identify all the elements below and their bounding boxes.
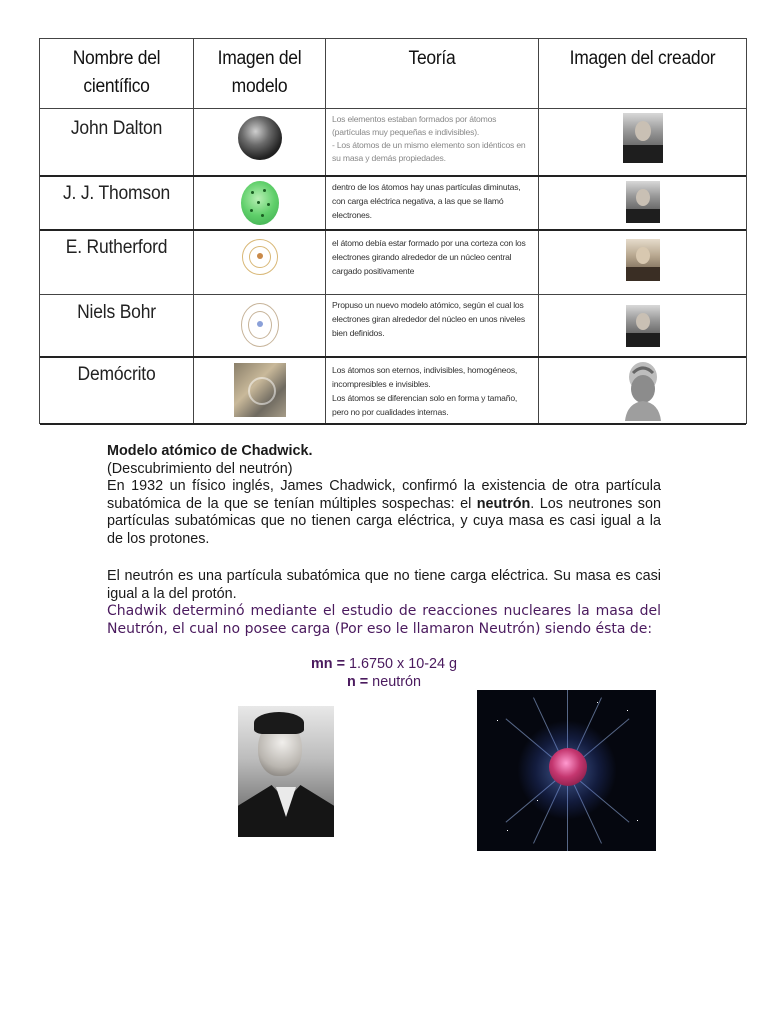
table-row [40, 231, 746, 295]
chadwick-title: Modelo atómico de Chadwick. [107, 443, 313, 459]
thomson-portrait-icon [626, 181, 660, 223]
theory-text: Los átomos son eternos, indivisibles, homogéneos, incompresibles e invisibles. Los átomos se diferencian solo en forma y tamaño, pero no por cualidades internas. [332, 365, 518, 417]
scientists-table [39, 38, 747, 424]
democritus-model-icon [234, 363, 286, 417]
header-model-image: Imagen del modelo [217, 48, 302, 97]
scientist-name: J. J. Thomson [62, 183, 171, 204]
table-row [40, 358, 746, 425]
theory-text: dentro de los átomos hay unas partículas diminutas, con carga eléctrica negativa, a las que se llamó electrones. [332, 182, 521, 220]
scientist-name: Niels Bohr [77, 302, 156, 323]
header-theory: Teoría [408, 48, 456, 69]
plum-pudding-model-icon [241, 181, 279, 225]
solid-sphere-model-icon [238, 116, 282, 160]
bohr-portrait-icon [626, 305, 660, 347]
chadwick-paragraph-2: El neutrón es una partícula subatómica que no tiene carga eléctrica. Su masa es casi igual a la del protón. [107, 568, 661, 602]
table-row [40, 109, 746, 177]
neutron-mass-formula: mn = 1.6750 x 10-24 g [310, 656, 457, 672]
theory-text: Propuso un nuevo modelo atómico, según el cual los electrones giran alrededor del núcleo en unos niveles bien definidos. [332, 300, 525, 338]
scientist-name: E. Rutherford [65, 237, 168, 258]
chadwick-paragraph-1: En 1932 un físico inglés, James Chadwick, confirmó la existencia de otra partícula subatómica de la que se tenían múltiples sospechas: el neutrón. Los neutrones son partículas subatómicas que no tienen carga eléctrica, y cuya masa es casi igual a la de los protones. [107, 478, 661, 547]
theory-text: Los elementos estaban formados por átomos (partículas muy pequeñas e indivisibles). - Los átomos de un mismo elemento son idénticos en su masa y demás propiedades. [332, 114, 526, 163]
table-header-row [40, 39, 746, 109]
dalton-portrait-icon [623, 113, 663, 163]
bohr-orbit-model-icon [241, 299, 279, 347]
rutherford-portrait-icon [626, 239, 660, 281]
neutron-symbol-formula: n = neutrón [346, 674, 421, 690]
neutron-star-image-icon [477, 690, 656, 851]
table-row [40, 177, 746, 231]
nuclear-orbit-model-icon [242, 236, 278, 276]
chadwick-paragraph-3: Chadwik determinó mediante el estudio de reacciones nucleares la masa del Neutrón, el cual no posee carga (Por eso le llamaron Neutrón) siendo ésta de: [107, 603, 661, 637]
header-scientist-name: Nombre del científico [72, 48, 161, 97]
scientist-name: John Dalton [70, 118, 163, 139]
democritus-bust-icon [615, 359, 671, 421]
scientist-name: Demócrito [77, 364, 156, 385]
chadwick-subtitle: (Descubrimiento del neutrón) [107, 461, 293, 477]
chadwick-portrait-icon [238, 706, 334, 837]
header-creator-image: Imagen del creador [569, 48, 716, 69]
table-row [40, 295, 746, 358]
theory-text: el átomo debía estar formado por una corteza con los electrones girando alrededor de un núcleo central cargado positivamente [332, 238, 526, 276]
